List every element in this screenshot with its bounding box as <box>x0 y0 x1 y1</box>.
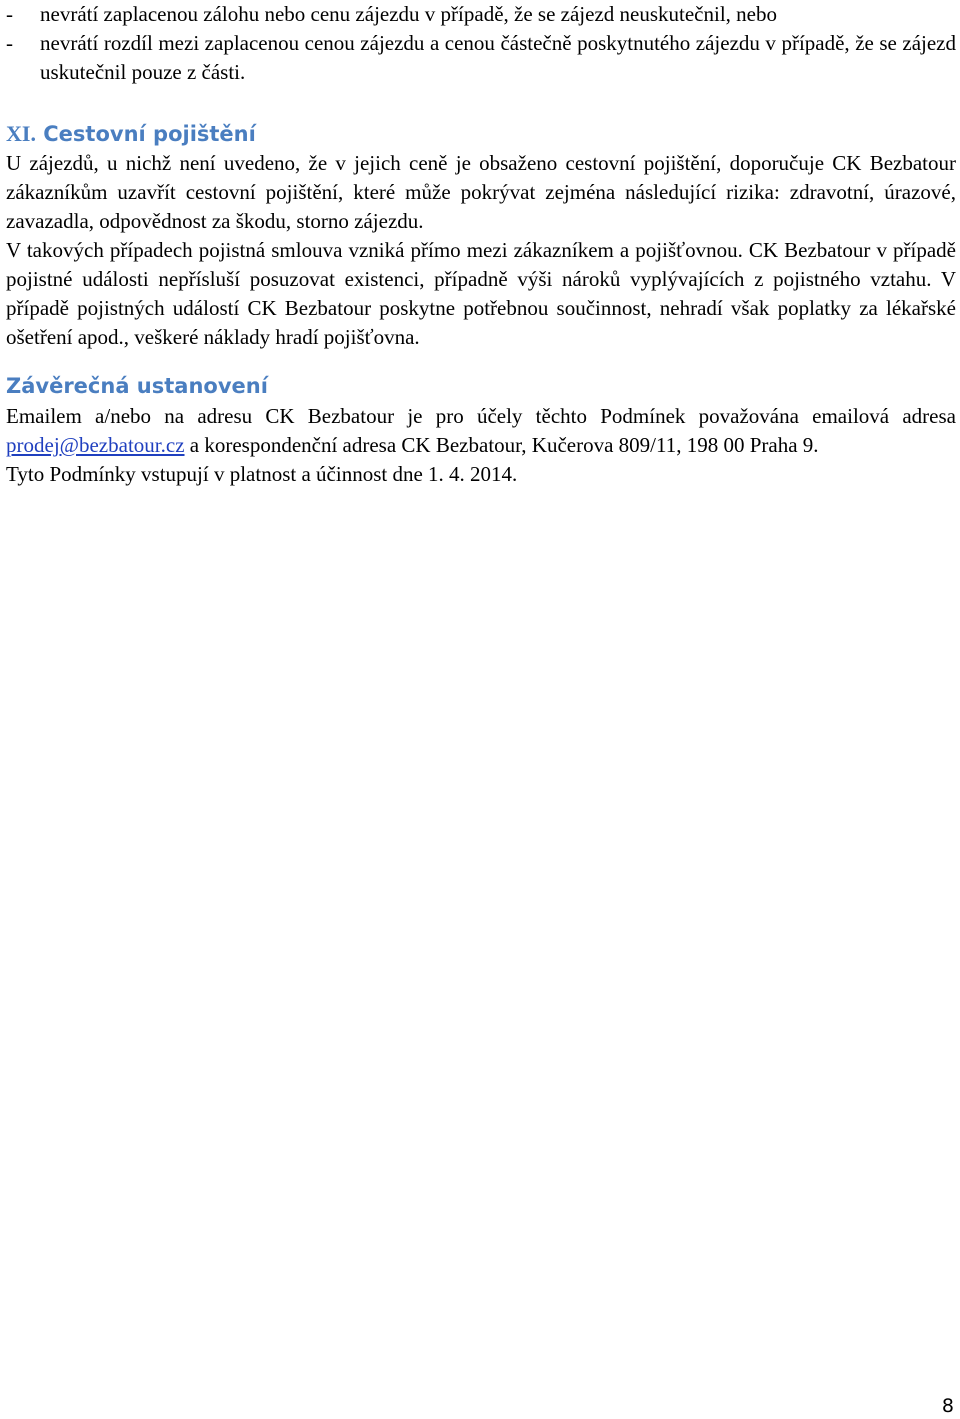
final-paragraph-1-end: a korespondenční adresa CK Bezbatour, Kučerova 809/11, 198 00 Praha 9. <box>184 433 819 457</box>
section-number: XI. <box>6 121 36 146</box>
document-page <box>6 0 956 489</box>
list-item <box>6 29 956 87</box>
section-title: Cestovní pojištění <box>43 122 256 146</box>
page-number: 8 <box>941 1395 954 1417</box>
insurance-paragraph-2: V takových případech pojistná smlouva vzniká přímo mezi zákazníkem a pojišťovnou. CK Bezbatour v případě pojistné události nepřísluší posuzovat existenci, případně výši nároků vyplývajících z pojistného vztahu. V případě pojistných událostí CK Bezbatour poskytne potřebnou součinnost, nehradí však poplatky za lékařské ošetření apod., veškeré náklady hradí pojišťovna. <box>6 238 956 349</box>
bullet-list <box>6 0 956 87</box>
section-heading-insurance <box>6 119 956 149</box>
final-paragraph-1-start: Emailem a/nebo na adresu CK Bezbatour je pro účely těchto Podmínek považována emailová adresa <box>6 404 956 428</box>
final-paragraph-2: Tyto Podmínky vstupují v platnost a účinnost dne 1. 4. 2014. <box>6 462 518 486</box>
insurance-paragraph-1: U zájezdů, u nichž není uvedeno, že v jejich ceně je obsaženo cestovní pojištění, doporučuje CK Bezbatour zákazníkům uzavřít cestovní pojištění, které může pokrývat zejména následující rizika: zdravotní, úrazové, zavazadla, odpovědnost za škodu, storno zájezdu. <box>6 151 956 233</box>
email-link[interactable]: prodej@bezbatour.cz <box>6 433 185 457</box>
section-heading-final-provisions: Závěrečná ustanovení <box>6 374 268 398</box>
bullet-marker: - <box>6 31 13 55</box>
bullet-text: nevrátí zaplacenou zálohu nebo cenu zájezdu v případě, že se zájezd neuskutečnil, nebo <box>40 2 777 26</box>
bullet-text: nevrátí rozdíl mezi zaplacenou cenou zájezdu a cenou částečně poskytnutého zájezdu v případě, že se zájezd uskutečnil pouze z části. <box>40 31 956 84</box>
final-paragraph-1 <box>6 402 956 460</box>
bullet-marker: - <box>6 2 13 26</box>
list-item <box>6 0 956 29</box>
